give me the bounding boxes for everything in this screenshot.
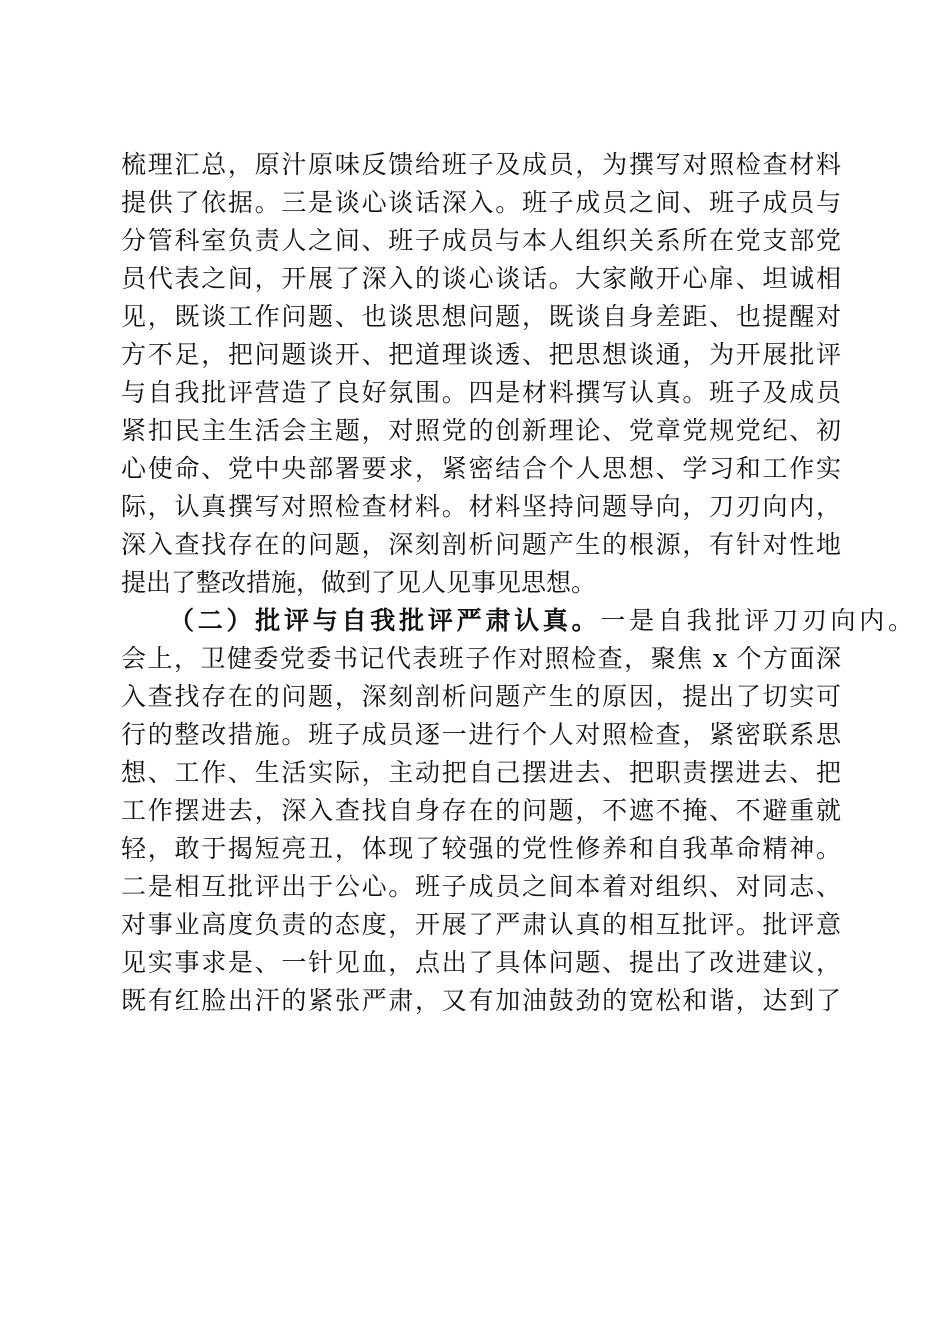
paragraph-line: 提供了依据。三是谈心谈话深入。班子成员之间、班子成员与 xyxy=(121,188,841,217)
paragraph-line: 行的整改措施。班子成员逐一进行个人对照检查，紧密联系思 xyxy=(121,720,841,749)
paragraph-line: 轻，敢于揭短亮丑，体现了较强的党性修养和自我革命精神。 xyxy=(121,834,841,863)
paragraph-line: 分管科室负责人之间、班子成员与本人组织关系所在党支部党 xyxy=(121,226,841,255)
paragraph-line: 工作摆进去，深入查找自身存在的问题，不遮不掩、不避重就 xyxy=(121,796,841,825)
paragraph-line: 二是相互批评出于公心。班子成员之间本着对组织、对同志、 xyxy=(121,872,841,901)
paragraph-line: 见，既谈工作问题、也谈思想问题，既谈自身差距、也提醒对 xyxy=(121,302,841,331)
paragraph-line: 际，认真撰写对照检查材料。材料坚持问题导向，刀刃向内， xyxy=(121,492,841,521)
paragraph-line: 对事业高度负责的态度，开展了严肃认真的相互批评。批评意 xyxy=(121,910,841,939)
paragraph-line: 提出了整改措施，做到了见人见事见思想。 xyxy=(121,568,597,597)
paragraph-line: 入查找存在的问题，深刻剖析问题产生的原因，提出了切实可 xyxy=(121,682,841,711)
section-first-line-text: 一是自我批评刀刃向内。 xyxy=(600,606,913,635)
paragraph-line: 与自我批评营造了良好氛围。四是材料撰写认真。班子及成员 xyxy=(121,378,841,407)
paragraph-line: 心使命、党中央部署要求，紧密结合个人思想、学习和工作实 xyxy=(121,454,841,483)
paragraph-line: 梳理汇总，原汁原味反馈给班子及成员，为撰写对照检查材料 xyxy=(121,150,841,179)
paragraph-line: 既有红脸出汗的紧张严肃，又有加油鼓劲的宽松和谐，达到了 xyxy=(121,986,841,1015)
paragraph-line: 方不足，把问题谈开、把道理谈透、把思想谈通，为开展批评 xyxy=(121,340,841,369)
paragraph-line: 想、工作、生活实际，主动把自己摆进去、把职责摆进去、把 xyxy=(121,758,841,787)
section-first-line xyxy=(121,602,913,640)
paragraph-line: 员代表之间，开展了深入的谈心谈话。大家敞开心扉、坦诚相 xyxy=(121,264,841,293)
section-heading: （二）批评与自我批评严肃认真。 xyxy=(169,606,601,635)
paragraph-line: 深入查找存在的问题，深刻剖析问题产生的根源，有针对性地 xyxy=(121,530,841,559)
paragraph-line: 会上，卫健委党委书记代表班子作对照检查，聚焦 x 个方面深 xyxy=(121,644,841,673)
paragraph-line: 见实事求是、一针见血，点出了具体问题、提出了改进建议， xyxy=(121,948,841,977)
document-body xyxy=(121,146,913,1020)
paragraph-line: 紧扣民主生活会主题，对照党的创新理论、党章党规党纪、初 xyxy=(121,416,841,445)
